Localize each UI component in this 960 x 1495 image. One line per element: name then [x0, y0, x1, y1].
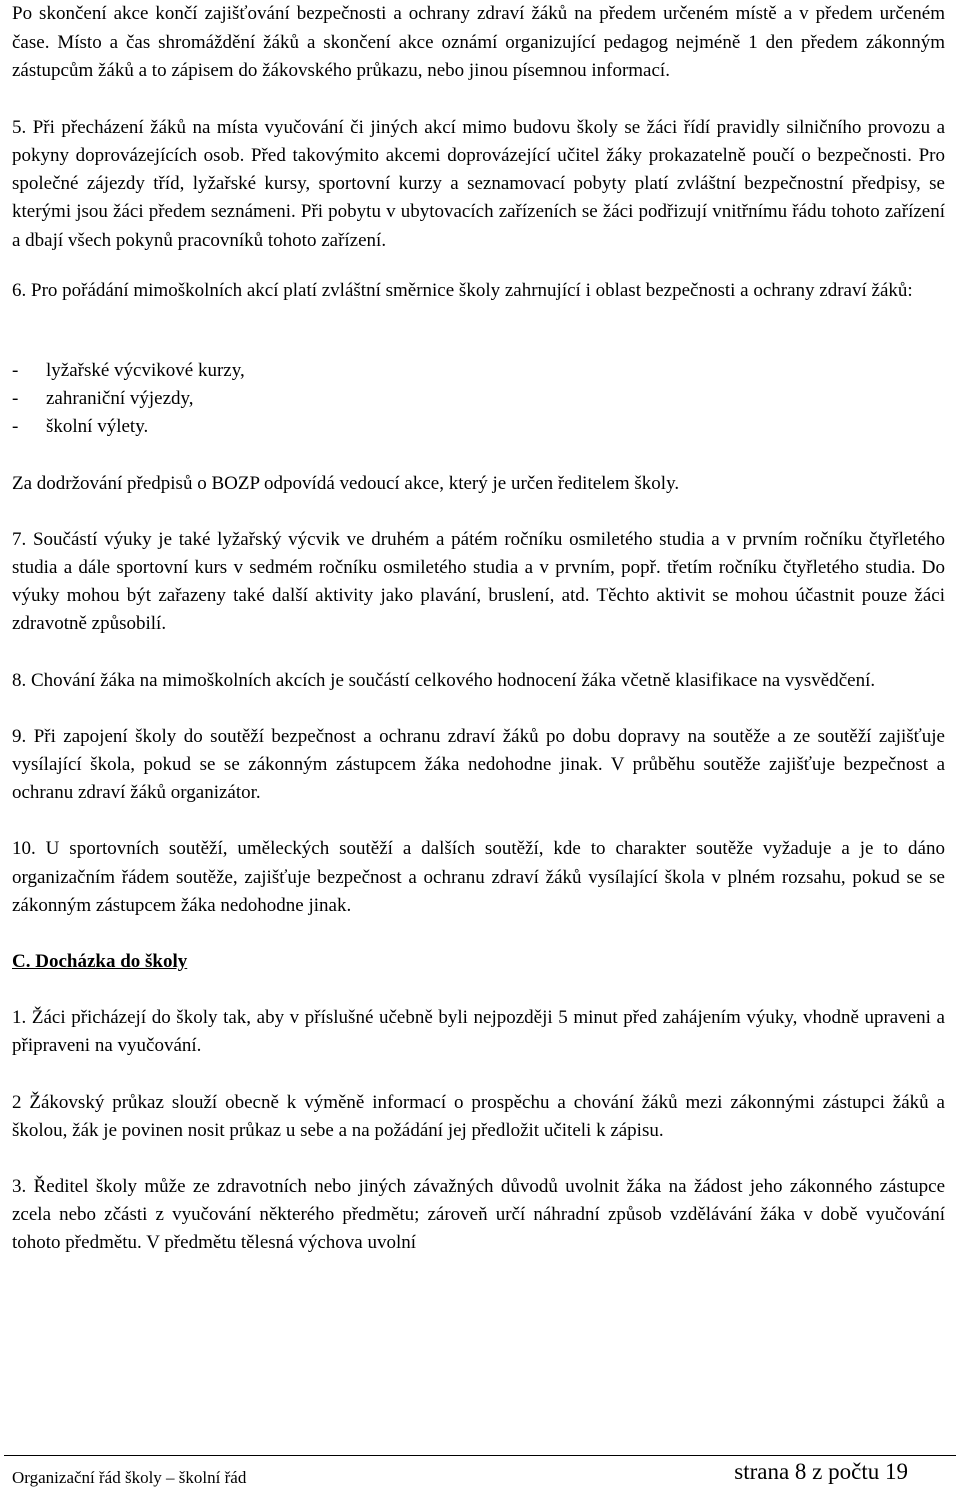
list-marker: -	[12, 388, 19, 410]
list-item	[12, 385, 945, 413]
page-footer	[4, 1455, 956, 1494]
list-item	[12, 357, 945, 385]
list-item-text: zahraniční výjezdy,	[46, 388, 194, 410]
footer-document-title: Organizační řád školy – školní řád	[12, 1468, 247, 1487]
footer-page-number: strana 8 z počtu 19	[734, 1459, 908, 1484]
paragraph-c1: 1. Žáci přicházejí do školy tak, aby v příslušné učebně byli nejpozději 5 minut před zahájením výuky, vhodně upraveni a připraveni na vyučování.	[12, 1007, 945, 1057]
paragraph-8: 8. Chování žáka na mimoškolních akcích je součástí celkového hodnocení žáka včetně klasifikace na vysvědčení.	[12, 669, 876, 691]
section-heading	[12, 948, 945, 976]
list-item-text: lyžařské výcvikové kurzy,	[46, 360, 245, 381]
paragraph-bozp: Za dodržování předpisů o BOZP odpovídá vedoucí akce, který je určen ředitelem školy.	[12, 472, 680, 494]
list-marker: -	[12, 416, 19, 438]
list-marker: -	[12, 360, 19, 381]
paragraph-10: 10. U sportovních soutěží, uměleckých soutěží a dalších soutěží, kde to charakter soutěže vyžaduje a je to dáno organizačním řádem soutěže, zajišťuje bezpečnost a ochranu zdraví žáků vysílající škola v plném rozsahu, pokud se se zákonným zástupcem žáka nedohodne jinak.	[12, 838, 945, 916]
section-heading-text: C. Docházka do školy	[12, 951, 188, 973]
list-item	[12, 413, 945, 441]
paragraph-6: 6. Pro pořádání mimoškolních akcí platí zvláštní směrnice školy zahrnující i oblast bezpečnosti a ochrany zdraví žáků:	[12, 279, 913, 301]
paragraph-5: 5. Při přecházení žáků na místa vyučování či jiných akcí mimo budovu školy se žáci řídí pravidly silničního provozu a pokyny doprovázejících osob. Před takovýmito akcemi doprovázející učitel žáky prokazatelně poučí o bezpečnosti. Pro společné zájezdy tříd, lyžařské kursy, sportovní kurzy a seznamovací pobyty platí zvláštní bezpečnostní předpisy, se kterými jsou žáci předem seznámeni. Při pobytu v ubytovacích zařízeních se žáci podřizují vnitřnímu řádu tohoto zařízení a dbají všech pokynů pracovníků tohoto zařízení.	[12, 116, 945, 251]
paragraph-9: 9. Při zapojení školy do soutěží bezpečnost a ochranu zdraví žáků po dobu dopravy na soutěže a ze soutěží zajišťuje vysílající škola, pokud se se zákonným zástupcem žáka nedohodne jinak. V průběhu soutěže zajišťuje bezpečnost a ochranu zdraví žáků organizátor.	[12, 725, 945, 804]
paragraph-7: 7. Součástí výuky je také lyžařský výcvik ve druhém a pátém ročníku osmiletého studia a v prvním ročníku čtyřletého studia a dále sportovní kurs v sedmém ročníku osmiletého studia a v prvním, popř. třetím ročníku čtyřletého studia. Do výuky mohou být zařazeny také další aktivity jako plavání, bruslení, atd. Těchto aktivit se mohou účastnit pouze žáci zdravotně způsobilí.	[12, 528, 945, 635]
paragraph-intro: Po skončení akce končí zajišťování bezpečnosti a ochrany zdraví žáků na předem určeném místě a v předem určeném čase. Místo a čas shromáždění žáků a skončení akce oznámí organizující pedagog nejméně 1 den předem zákonným zástupcům žáků a to zápisem do žákovského průkazu, nebo jinou písemnou informací.	[12, 3, 945, 82]
paragraph-c2: 2 Žákovský průkaz slouží obecně k výměně informací o prospěchu a chování žáků mezi zákonnými zástupci žáků a školou, žák je povinen nosit průkaz u sebe a na požádání jej předložit učiteli k zápisu.	[12, 1091, 945, 1141]
document-page	[12, 0, 945, 1258]
list-item-text: školní výlety.	[46, 416, 149, 438]
activity-list	[12, 357, 945, 442]
paragraph-c3: 3. Ředitel školy může ze zdravotních nebo jiných závažných důvodů uvolnit žáka na žádost jeho zákonného zástupce zcela nebo zčásti z vyučování některého předmětu; zároveň určí náhradní způsob vzdělávání žáka v době vyučování tohoto předmětu. V předmětu tělesná výchova uvolní	[12, 1176, 945, 1254]
